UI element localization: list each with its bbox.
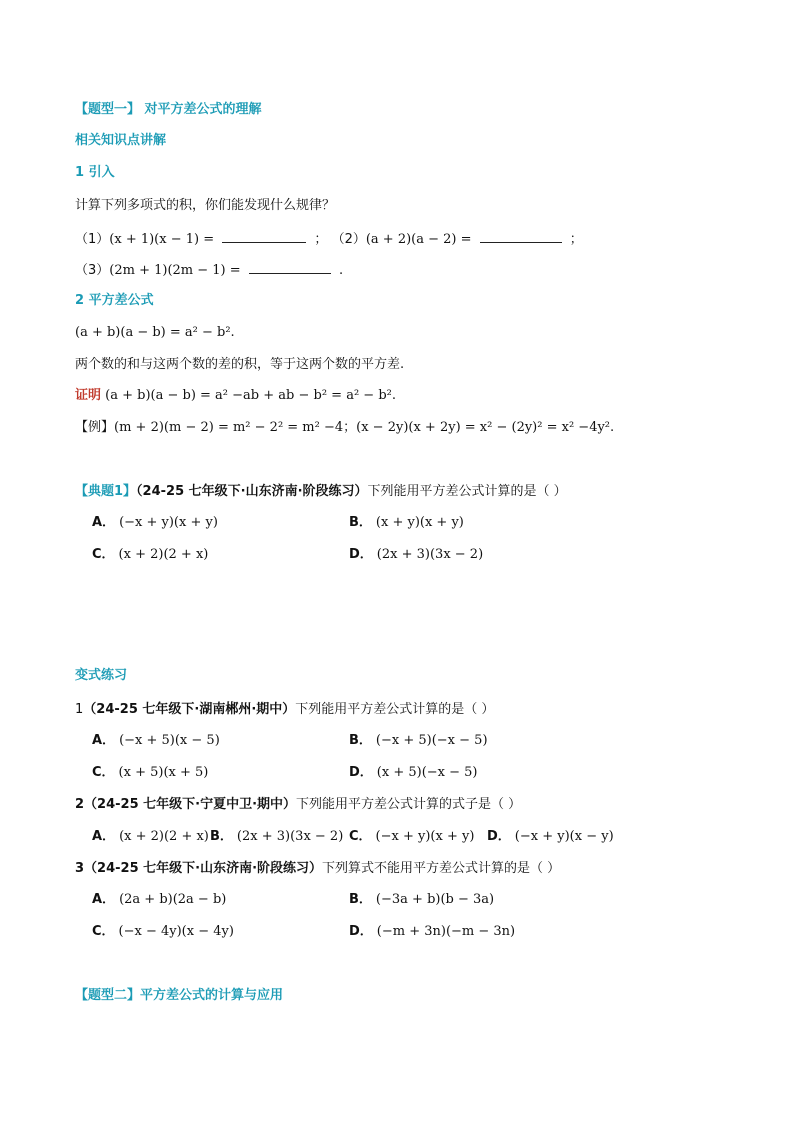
- question-text: 下列能用平方差公式计算的是（ ）: [295, 702, 495, 717]
- option-expression: (2a + b)(2a − b): [119, 892, 227, 907]
- question-text: 下列能用平方差公式计算的式子是（ ）: [296, 797, 522, 812]
- option-expression: (x + 5)(x + 5): [118, 765, 209, 780]
- question-source: （24-25 七年级下·湖南郴州·期中）: [83, 702, 296, 717]
- question-source: （24-25 七年级下·宁夏中卫·期中）: [84, 797, 297, 812]
- question-source: （24-25 七年级下·山东济南·阶段练习）: [84, 861, 323, 876]
- variant-question-1: [75, 701, 494, 719]
- calc-q3-expression: (2m + 1)(2m − 1) =: [109, 263, 241, 278]
- option-expression: (−3a + b)(b − 3a): [375, 892, 495, 907]
- option-label: D．: [487, 829, 511, 844]
- typical-question: [75, 483, 567, 501]
- calc-line-2: [75, 260, 343, 280]
- answer-blank-3[interactable]: [249, 260, 331, 274]
- formula-description: 两个数的和与这两个数的差的积，等于这两个数的平方差.: [75, 357, 405, 372]
- section-title-1: 【题型一】 对平方差公式的理解: [75, 102, 262, 117]
- intro-question: 计算下列多项式的积，你们能发现什么规律？: [75, 198, 336, 213]
- typical-option-a[interactable]: [92, 514, 218, 532]
- formula: (a + b)(a − b) = a² − b².: [75, 325, 235, 340]
- example-expression: (m + 2)(m − 2) = m² − 2² = m² −4；(x − 2y)(x + 2y) = x² − (2y)² = x² −4y².: [114, 420, 615, 435]
- v1-option-d[interactable]: [349, 764, 478, 782]
- calc-q2-expression: (a + 2)(a − 2) =: [365, 232, 472, 247]
- v1-option-a[interactable]: [92, 732, 220, 750]
- option-label: B．: [349, 892, 372, 907]
- option-expression: (x + 2)(2 + x): [119, 829, 209, 844]
- v1-option-b[interactable]: [349, 732, 488, 750]
- option-label: A．: [92, 829, 116, 844]
- option-label: C．: [92, 765, 115, 780]
- option-label: A．: [92, 515, 116, 530]
- typical-option-b[interactable]: [349, 514, 464, 532]
- question-number: 1: [75, 702, 84, 717]
- calc-q1-number: （1）: [75, 232, 110, 247]
- line-end: .: [338, 263, 344, 278]
- knowledge-heading: 相关知识点讲解: [75, 133, 167, 148]
- option-expression: (−x + y)(x − y): [514, 829, 614, 844]
- option-expression: (−x + y)(x + y): [119, 515, 218, 530]
- option-label: C．: [92, 924, 115, 939]
- section-title-2: 【题型二】平方差公式的计算与应用: [75, 988, 284, 1003]
- option-expression: (x + 2)(2 + x): [118, 547, 209, 562]
- separator: ；: [314, 232, 328, 247]
- proof-label: 证明: [75, 388, 102, 403]
- option-expression: (−x + 5)(x − 5): [119, 733, 220, 748]
- v1-option-c[interactable]: [92, 764, 208, 782]
- option-expression: (2x + 3)(3x − 2): [236, 829, 344, 844]
- example-line: [75, 419, 614, 437]
- option-expression: (x + y)(x + y): [375, 515, 464, 530]
- v3-option-b[interactable]: [349, 891, 494, 909]
- v2-option-a[interactable]: [92, 828, 209, 846]
- option-label: A．: [92, 892, 116, 907]
- v2-option-d[interactable]: [487, 828, 614, 846]
- variant-question-2: [75, 796, 521, 814]
- typical-question-text: 下列能用平方差公式计算的是（ ）: [367, 484, 567, 499]
- example-label: 【例】: [75, 420, 115, 435]
- question-number: 2: [75, 797, 85, 812]
- question-text: 下列算式不能用平方差公式计算的是（ ）: [322, 861, 561, 876]
- v2-option-c[interactable]: [349, 828, 474, 846]
- option-expression: (x + 5)(−x − 5): [376, 765, 478, 780]
- calc-q1-expression: (x + 1)(x − 1) =: [109, 232, 215, 247]
- formula-heading: 2 平方差公式: [75, 293, 154, 308]
- proof-line: [75, 387, 396, 405]
- answer-blank-2[interactable]: [480, 229, 562, 243]
- separator: ；: [569, 232, 583, 247]
- calc-line-1: [75, 229, 583, 249]
- question-number: 3: [75, 861, 85, 876]
- option-label: D．: [349, 924, 373, 939]
- typical-option-d[interactable]: [349, 546, 483, 564]
- calc-q2-number: （2）: [331, 232, 366, 247]
- answer-blank-1[interactable]: [222, 229, 306, 243]
- typical-label: 【典题1】: [75, 484, 137, 499]
- variant-heading: 变式练习: [75, 668, 128, 683]
- option-label: B．: [349, 733, 372, 748]
- option-expression: (2x + 3)(3x − 2): [376, 547, 484, 562]
- option-label: C．: [92, 547, 115, 562]
- option-expression: (−x + 5)(−x − 5): [375, 733, 488, 748]
- option-label: C．: [349, 829, 372, 844]
- typical-option-c[interactable]: [92, 546, 208, 564]
- proof-expression: (a + b)(a − b) = a² −ab + ab − b² = a² − b².: [105, 388, 396, 403]
- typical-source: （24-25 七年级下·山东济南·阶段练习）: [136, 484, 368, 499]
- v2-option-b[interactable]: [210, 828, 343, 846]
- option-label: B．: [210, 829, 233, 844]
- option-expression: (−x − 4y)(x − 4y): [118, 924, 234, 939]
- v3-option-a[interactable]: [92, 891, 226, 909]
- v3-option-c[interactable]: [92, 923, 234, 941]
- option-label: B．: [349, 515, 372, 530]
- option-label: D．: [349, 765, 373, 780]
- option-label: A．: [92, 733, 116, 748]
- calc-q3-number: （3）: [75, 263, 110, 278]
- option-expression: (−x + y)(x + y): [375, 829, 475, 844]
- intro-heading: 1 引入: [75, 165, 115, 180]
- option-expression: (−m + 3n)(−m − 3n): [376, 924, 516, 939]
- variant-question-3: [75, 860, 560, 878]
- option-label: D．: [349, 547, 373, 562]
- v3-option-d[interactable]: [349, 923, 515, 941]
